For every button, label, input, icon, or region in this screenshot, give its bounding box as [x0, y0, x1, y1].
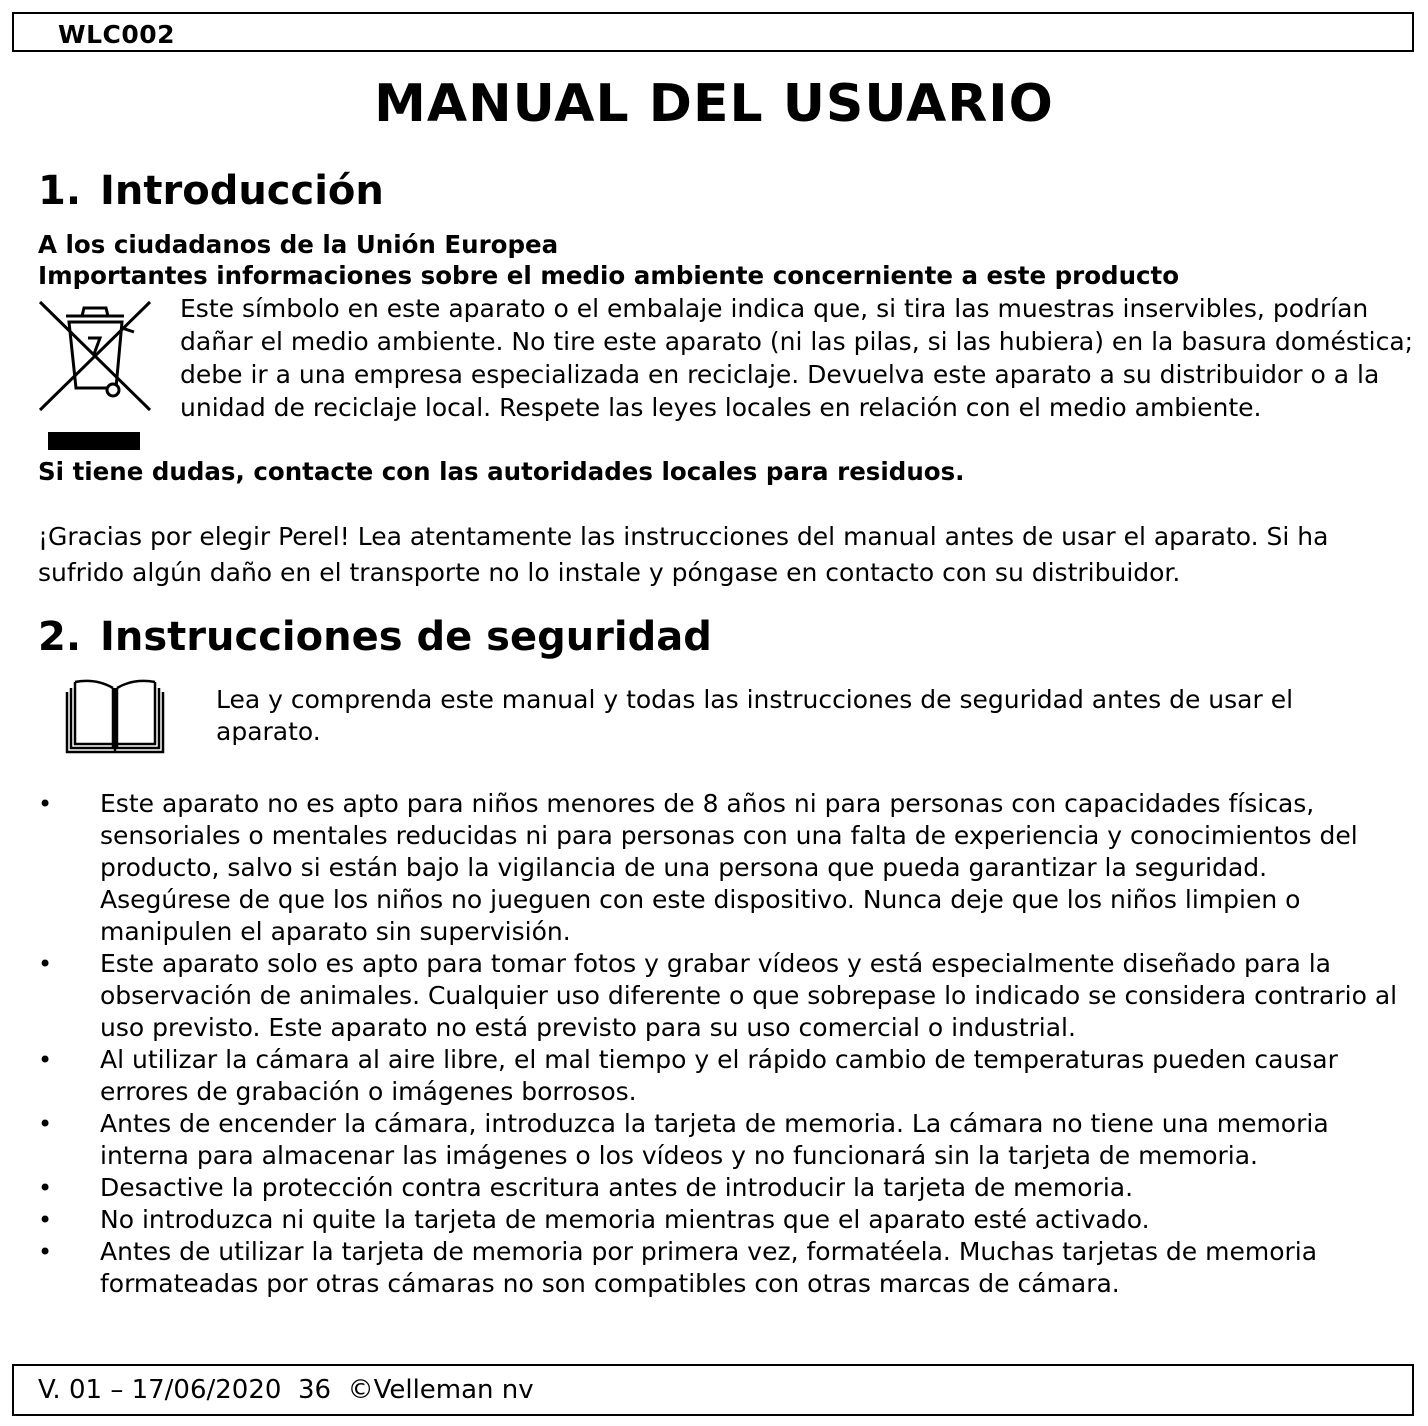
- page-title: MANUAL DEL USUARIO: [374, 74, 1054, 134]
- eu-citizens-heading: A los ciudadanos de la Unión Europea: [38, 230, 559, 259]
- crossed-out-wheelie-bin-icon: [38, 298, 152, 454]
- footer-box: [12, 1364, 1414, 1416]
- read-manual-text: Lea y comprenda este manual y todas las instrucciones de seguridad antes de usar el aparato.: [216, 685, 1294, 746]
- list-item: • Al utilizar la cámara al aire libre, el mal tiempo y el rápido cambio de temperaturas pueden causar errores de grabación o imágenes borrosos.: [0, 1044, 1428, 1108]
- list-item: • Este aparato solo es apto para tomar fotos y grabar vídeos y está especialmente diseñado para la observación de animales. Cualquier uso diferente o que sobrepase lo indicado se considera contrario al uso previsto. Este aparato no está previsto para su uso comercial o industrial.: [0, 948, 1428, 1044]
- section1-number: 1.: [38, 168, 82, 214]
- footer-text: V. 01 – 17/06/2020 36 ©Velleman nv: [38, 1375, 534, 1405]
- section1-title: Introducción: [100, 168, 384, 214]
- model-number: WLC002: [58, 20, 176, 49]
- list-item: • Desactive la protección contra escritura antes de introducir la tarjeta de memoria.: [0, 1172, 1428, 1204]
- section1-heading: [38, 168, 384, 214]
- section2-number: 2.: [38, 614, 82, 660]
- thanks-text: ¡Gracias por elegir Perel! Lea atentamente las instrucciones del manual antes de usar el aparato. Si ha sufrido algún daño en el transporte no lo instale y póngase en contacto con su distribuidor.: [38, 522, 1329, 587]
- list-item: • Este aparato no es apto para niños menores de 8 años ni para personas con capacidades físicas, sensoriales o mentales reducidas ni para personas con una falta de experiencia y conocimientos del producto, salvo si están bajo la vigilancia de una persona que pueda garantizar la seguridad. Asegúrese de que los niños no jueguen con este dispositivo. Nunca deje que los niños limpien o manipulen el aparato sin supervisión.: [0, 788, 1428, 948]
- section2-heading: [38, 614, 712, 660]
- doubts-text: Si tiene dudas, contacte con las autoridades locales para residuos.: [38, 457, 965, 486]
- list-item: • Antes de encender la cámara, introduzca la tarjeta de memoria. La cámara no tiene una memoria interna para almacenar las imágenes o los vídeos y no funcionará sin la tarjeta de memoria.: [0, 1108, 1428, 1172]
- weee-notice-text: Este símbolo en este aparato o el embalaje indica que, si tira las muestras inservibles, podrían dañar el medio ambiente. No tire este aparato (ni las pilas, si las hubiera) en la basura doméstica; debe ir a una empresa especializada en reciclaje. Devuelva este aparato a su distribuidor o a la unidad de reciclaje local. Respete las leyes locales en relación con el medio ambiente.: [180, 294, 1414, 422]
- safety-list: [0, 788, 1428, 1300]
- list-item: • No introduzca ni quite la tarjeta de memoria mientras que el aparato esté activado.: [0, 1204, 1428, 1236]
- list-item: • Antes de utilizar la tarjeta de memoria por primera vez, formatéela. Muchas tarjetas de memoria formateadas por otras cámaras no son compatibles con otras marcas de cámara.: [0, 1236, 1428, 1300]
- header-box: [12, 12, 1414, 52]
- section2-title: Instrucciones de seguridad: [100, 614, 712, 660]
- open-book-icon: [64, 678, 166, 756]
- env-info-heading: Importantes informaciones sobre el medio ambiente concerniente a este producto: [38, 261, 1180, 290]
